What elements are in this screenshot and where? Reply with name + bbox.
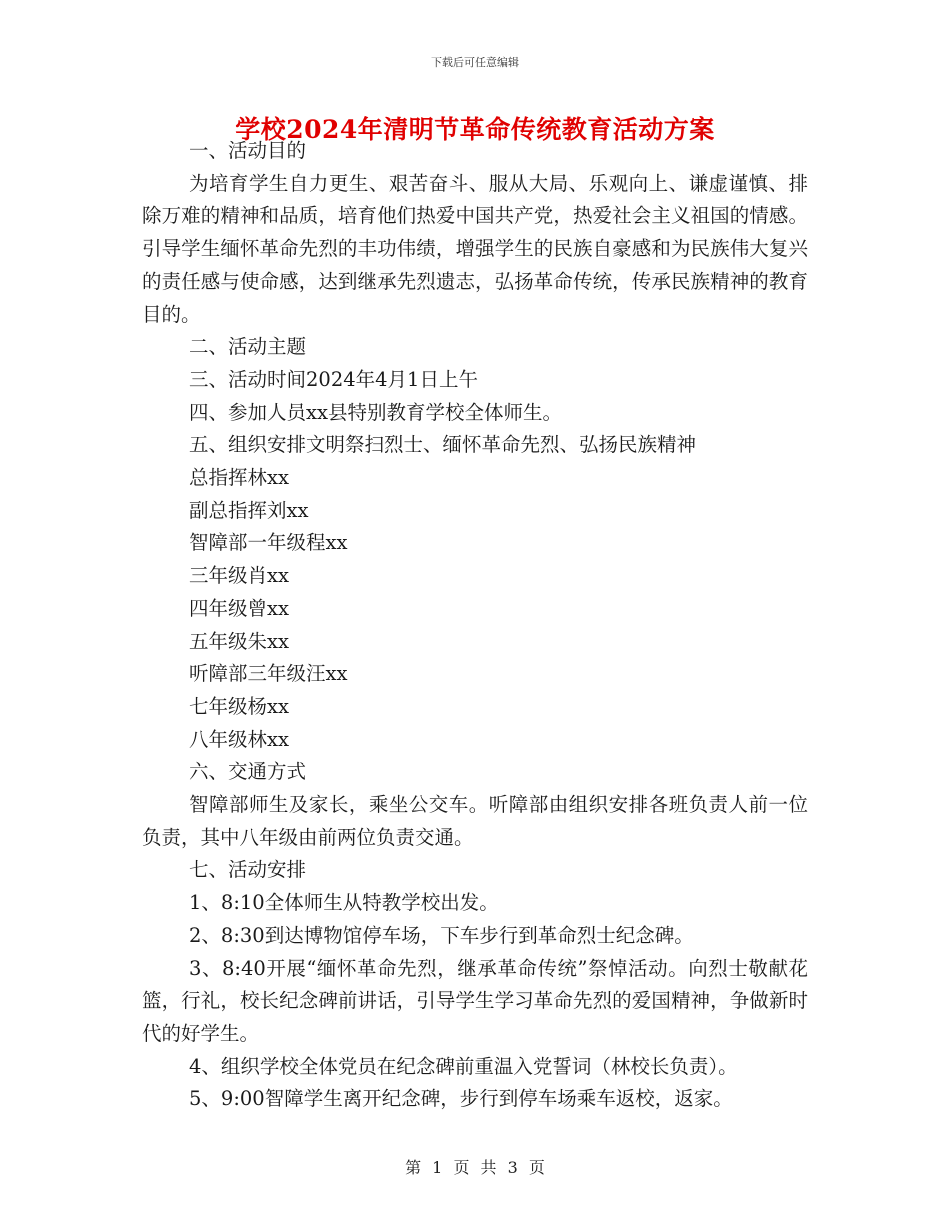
section-heading-participants: 四、参加人员xx县特别教育学校全体师生。 — [189, 400, 562, 424]
section-heading-theme: 二、活动主题 — [189, 335, 307, 359]
schedule-item: 5、9:00智障学生离开纪念碑，步行到停车场乘车返校，返家。 — [189, 1087, 733, 1111]
header-note: 下载后可任意编辑 — [431, 56, 519, 69]
section-heading-purpose: 一、活动目的 — [189, 139, 307, 162]
schedule-item: 1、8:10全体师生从特教学校出发。 — [189, 891, 499, 915]
schedule-item: 4、组织学校全体党员在纪念碑前重温入党誓词（林校长负责）。 — [189, 1054, 738, 1078]
transport-paragraph: 智障部师生及家长，乘坐公交车。听障部由组织安排各班负责人前一位负责，其中八年级由前两位负责交通。 — [142, 793, 808, 849]
section-heading-time: 三、活动时间2024年4月1日上午 — [189, 367, 478, 391]
page-number-footer: 第 1 页 共 3 页 — [405, 1158, 545, 1177]
schedule-item: 3、8:40开展“缅怀革命先烈，继承革命传统”祭悼活动。向烈士敬献花篮，行礼，校长纪念碑前讲话，引导学生学习革命先烈的爱国精神，争做新时代的好学生。 — [142, 956, 808, 1045]
staff-line: 总指挥林xx — [189, 466, 289, 490]
section-heading-transport: 六、交通方式 — [189, 760, 307, 784]
staff-line: 八年级林xx — [189, 727, 289, 751]
staff-line: 副总指挥刘xx — [189, 498, 309, 522]
staff-line: 五年级朱xx — [189, 629, 289, 653]
staff-line: 智障部一年级程xx — [189, 531, 348, 555]
purpose-paragraph: 为培育学生自力更生、艰苦奋斗、服从大局、乐观向上、谦虚谨慎、排除万难的精神和品质，培育他们热爱中国共产党，热爱社会主义祖国的情感。引导学生缅怀革命先烈的丰功伟绩，增强学生的民族自豪感和为民族伟大复兴的责任感与使命感，达到继承先烈遗志，弘扬革命传统，传承民族精神的教育目的。 — [142, 171, 808, 326]
document-body — [142, 135, 808, 1116]
schedule-item: 2、8:30到达博物馆停车场，下车步行到革命烈士纪念碑。 — [189, 923, 694, 947]
section-heading-schedule: 七、活动安排 — [189, 858, 307, 882]
document-title: 学校2024年清明节革命传统教育活动方案 — [235, 115, 715, 144]
section-heading-organization: 五、组织安排文明祭扫烈士、缅怀革命先烈、弘扬民族精神 — [189, 433, 697, 457]
staff-line: 听障部三年级汪xx — [189, 662, 348, 686]
staff-line: 三年级肖xx — [189, 564, 289, 588]
staff-line: 七年级杨xx — [189, 694, 289, 718]
staff-line: 四年级曾xx — [189, 596, 289, 620]
